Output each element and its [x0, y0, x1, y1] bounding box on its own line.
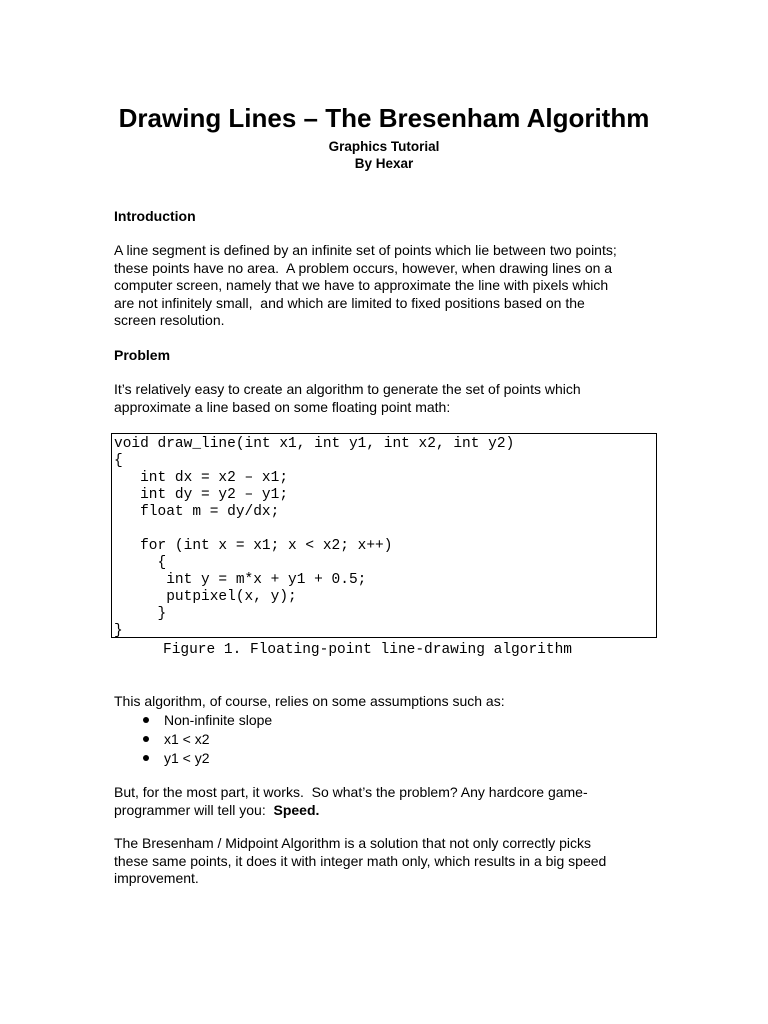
problem-line: approximate a line based on some floating point math: [114, 398, 451, 415]
bresenham-line: improvement. [114, 870, 199, 886]
figure-caption: Figure 1. Floating-point line-drawing algorithm [163, 642, 572, 658]
speed-line-text: programmer will tell you: [114, 801, 274, 818]
assumptions-list [140, 711, 272, 768]
introduction-line: these points have no area. A problem occurs, however, when drawing lines on a [114, 259, 613, 276]
code-line: int y = m*x + y1 + 0.5; [114, 572, 367, 588]
list-item [140, 711, 272, 730]
problem-paragraph [114, 381, 674, 416]
introduction-paragraph [114, 242, 674, 330]
speed-line [114, 802, 674, 820]
bullet-icon [143, 755, 149, 761]
code-line: putpixel(x, y); [114, 589, 297, 605]
problem-heading: Problem [114, 347, 171, 363]
document-title: Drawing Lines – The Bresenham Algorithm [118, 103, 650, 133]
list-item [140, 749, 272, 768]
code-line: { [114, 453, 123, 469]
list-item-text: y1 < y2 [164, 750, 210, 766]
speed-paragraph [114, 784, 674, 819]
code-listing [111, 433, 657, 638]
code-line: int dx = x2 – x1; [114, 470, 289, 486]
speed-line: But, for the most part, it works. So what’s the problem? Any hardcore game- [114, 784, 588, 800]
bresenham-line: these same points, it does it with integer math only, which results in a big speed [114, 852, 607, 869]
introduction-heading: Introduction [114, 208, 196, 224]
code-line: void draw_line(int x1, int y1, int x2, int y2) [114, 436, 515, 452]
code-line: { [114, 555, 167, 571]
code-line: } [114, 606, 167, 622]
code-line: } [114, 623, 123, 639]
code-line: for (int x = x1; x < x2; x++) [114, 538, 393, 554]
bresenham-paragraph [114, 835, 674, 888]
introduction-line: computer screen, namely that we have to approximate the line with pixels which [114, 277, 609, 293]
assumptions-intro: This algorithm, of course, relies on some assumptions such as: [114, 693, 505, 709]
code-line: int dy = y2 – y1; [114, 487, 289, 503]
bullet-icon [143, 717, 149, 723]
document-author: By Hexar [354, 156, 414, 171]
introduction-line: are not infinitely small, and which are limited to fixed positions based on the [114, 294, 585, 311]
list-item-text: Non-infinite slope [164, 712, 273, 728]
bresenham-line: The Bresenham / Midpoint Algorithm is a solution that not only correctly picks [114, 835, 591, 851]
problem-line: It’s relatively easy to create an algorithm to generate the set of points which [114, 381, 581, 397]
bullet-icon [143, 736, 149, 742]
list-item-text: x1 < x2 [164, 731, 210, 747]
document-subtitle: Graphics Tutorial [328, 139, 440, 154]
speed-emphasis: Speed. [273, 801, 320, 818]
code-line [114, 521, 656, 538]
introduction-line: screen resolution. [114, 312, 225, 328]
code-line: float m = dy/dx; [114, 504, 280, 520]
introduction-line: A line segment is defined by an infinite set of points which lie between two points; [114, 242, 617, 258]
list-item [140, 730, 272, 749]
